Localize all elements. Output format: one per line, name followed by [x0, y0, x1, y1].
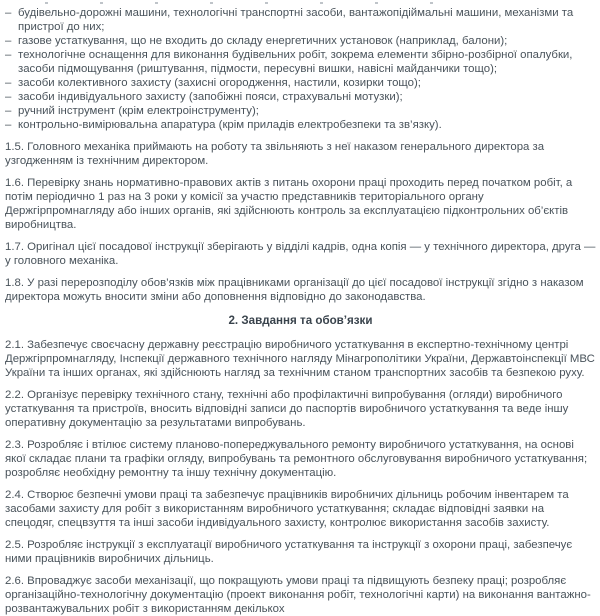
- list-item: [5, 6, 596, 34]
- list-item: [5, 118, 596, 132]
- list-item-text: контрольно-вимірювальна апаратура (крім приладів електробезпеки та зв’язку).: [18, 119, 442, 131]
- dash-bullet: –: [5, 49, 12, 61]
- dash-bullet: –: [5, 91, 12, 103]
- list-item-text: ручний інструмент (крім електроінструменту);: [18, 105, 259, 117]
- equipment-list: [5, 6, 596, 132]
- clipped-line-top: [5, 2, 435, 5]
- list-item-text: технологічне оснащення для виконання будівельних робіт, зокрема елементи збірно-розбірної опалубки, засоби підмощування (риштування, підмости, пересувні вишки, навісні майданчики тощо);: [18, 49, 573, 75]
- paragraph-2-6: 2.6. Впроваджує засоби механізації, що покращують умови праці та підвищують безпеку праці; розробляє організаційно-технологічну документацію (проект виконання робіт, технологічні карти) на виконання вантажно-розвантажувальних робіт з використанням декількох: [5, 575, 591, 615]
- paragraph-2-2: 2.2. Організує перевірку технічного стану, технічні або профілактичні випробування (огляди) виробничого устаткування та пристроїв, вносить відповідні записи до паспортів виробничого устаткування та веде іншу оперативну документацію за результатами випробувань.: [5, 389, 569, 429]
- list-item-text: будівельно-дорожні машини, технологічні транспортні засоби, вантажопідіймальні машини, механізми та пристрої до них;: [18, 7, 574, 33]
- paragraph-2-3: 2.3. Розробляє і втілює систему планово-попереджувального ремонту виробничого устаткування, на основі якої складає плани та графіки огляду, випробувань та ремонтного обслуговування виробничого устаткування; розробляє необхідну ремонтну та іншу технічну документацію.: [5, 439, 588, 479]
- dash-bullet: –: [5, 7, 12, 19]
- list-item: [5, 34, 596, 48]
- dash-bullet: –: [5, 35, 12, 47]
- list-item-text: газове устаткування, що не входить до складу енергетичних установок (наприклад, балони);: [18, 35, 508, 47]
- list-item: [5, 76, 596, 90]
- paragraph-1-5: 1.5. Головного механіка приймають на роботу та звільняють з неї наказом генерального директора за узгодженням із технічним директором.: [5, 141, 545, 167]
- paragraph-1-8: 1.8. У разі перерозподілу обов’язків між працівниками організації до цієї посадової інструкції згідно з наказом директора можуть вносити зміни або доповнення відповідно до законодавства.: [5, 277, 584, 303]
- paragraph-2-5: 2.5. Розробляє інструкції з експлуатації виробничого устаткування та інструкції з охорони праці, забезпечує ними працівників виробничих дільниць.: [5, 539, 573, 565]
- paragraph-2-1: 2.1. Забезпечує своєчасну державну реєстрацію виробничого устаткування в експертно-технічному центрі Держгірпромнагляду, Інспекції державного технічного нагляду Мінагрополітики України, Державтоінспекції МВС України та інших органах, які здійснюють нагляд за технічним станом транспортних засобів та безпекою руху.: [5, 339, 595, 379]
- list-item: [5, 104, 596, 118]
- section-2-heading: 2. Завдання та обов’язки: [228, 314, 373, 327]
- list-item: [5, 48, 596, 76]
- list-item: [5, 90, 596, 104]
- list-item-text: засоби колективного захисту (захисні огородження, настили, козирки тощо);: [18, 77, 421, 89]
- paragraph-2-4: 2.4. Створює безпечні умови праці та забезпечує працівників виробничих дільниць робочим інвентарем та засобами захисту для робіт з використанням виробничого устаткування; складає відповідні заявки на спецодяг, спецвзуття та інші засоби індивідуального захисту, контролює використання засобів захисту.: [5, 489, 569, 529]
- dash-bullet: –: [5, 119, 12, 131]
- dash-bullet: –: [5, 77, 12, 89]
- paragraph-1-7: 1.7. Оригінал цієї посадової інструкції зберігають у відділі кадрів, одна копія — у технічного директора, друга — у головного механіка.: [5, 241, 596, 267]
- dash-bullet: –: [5, 105, 12, 117]
- paragraph-1-6: 1.6. Перевірку знань нормативно-правових актів з питань охорони праці проходить перед початком робіт, а потім періодично 1 раз на 3 роки у комісії за участю представників територіального органу Держгірпромнагляду або інших органів, які здійснюють контроль за експлуатацією підконтрольних об’єктів виробництва.: [5, 177, 573, 231]
- list-item-text: засоби індивідуального захисту (запобіжні пояси, страхувальні мотузки);: [18, 91, 403, 103]
